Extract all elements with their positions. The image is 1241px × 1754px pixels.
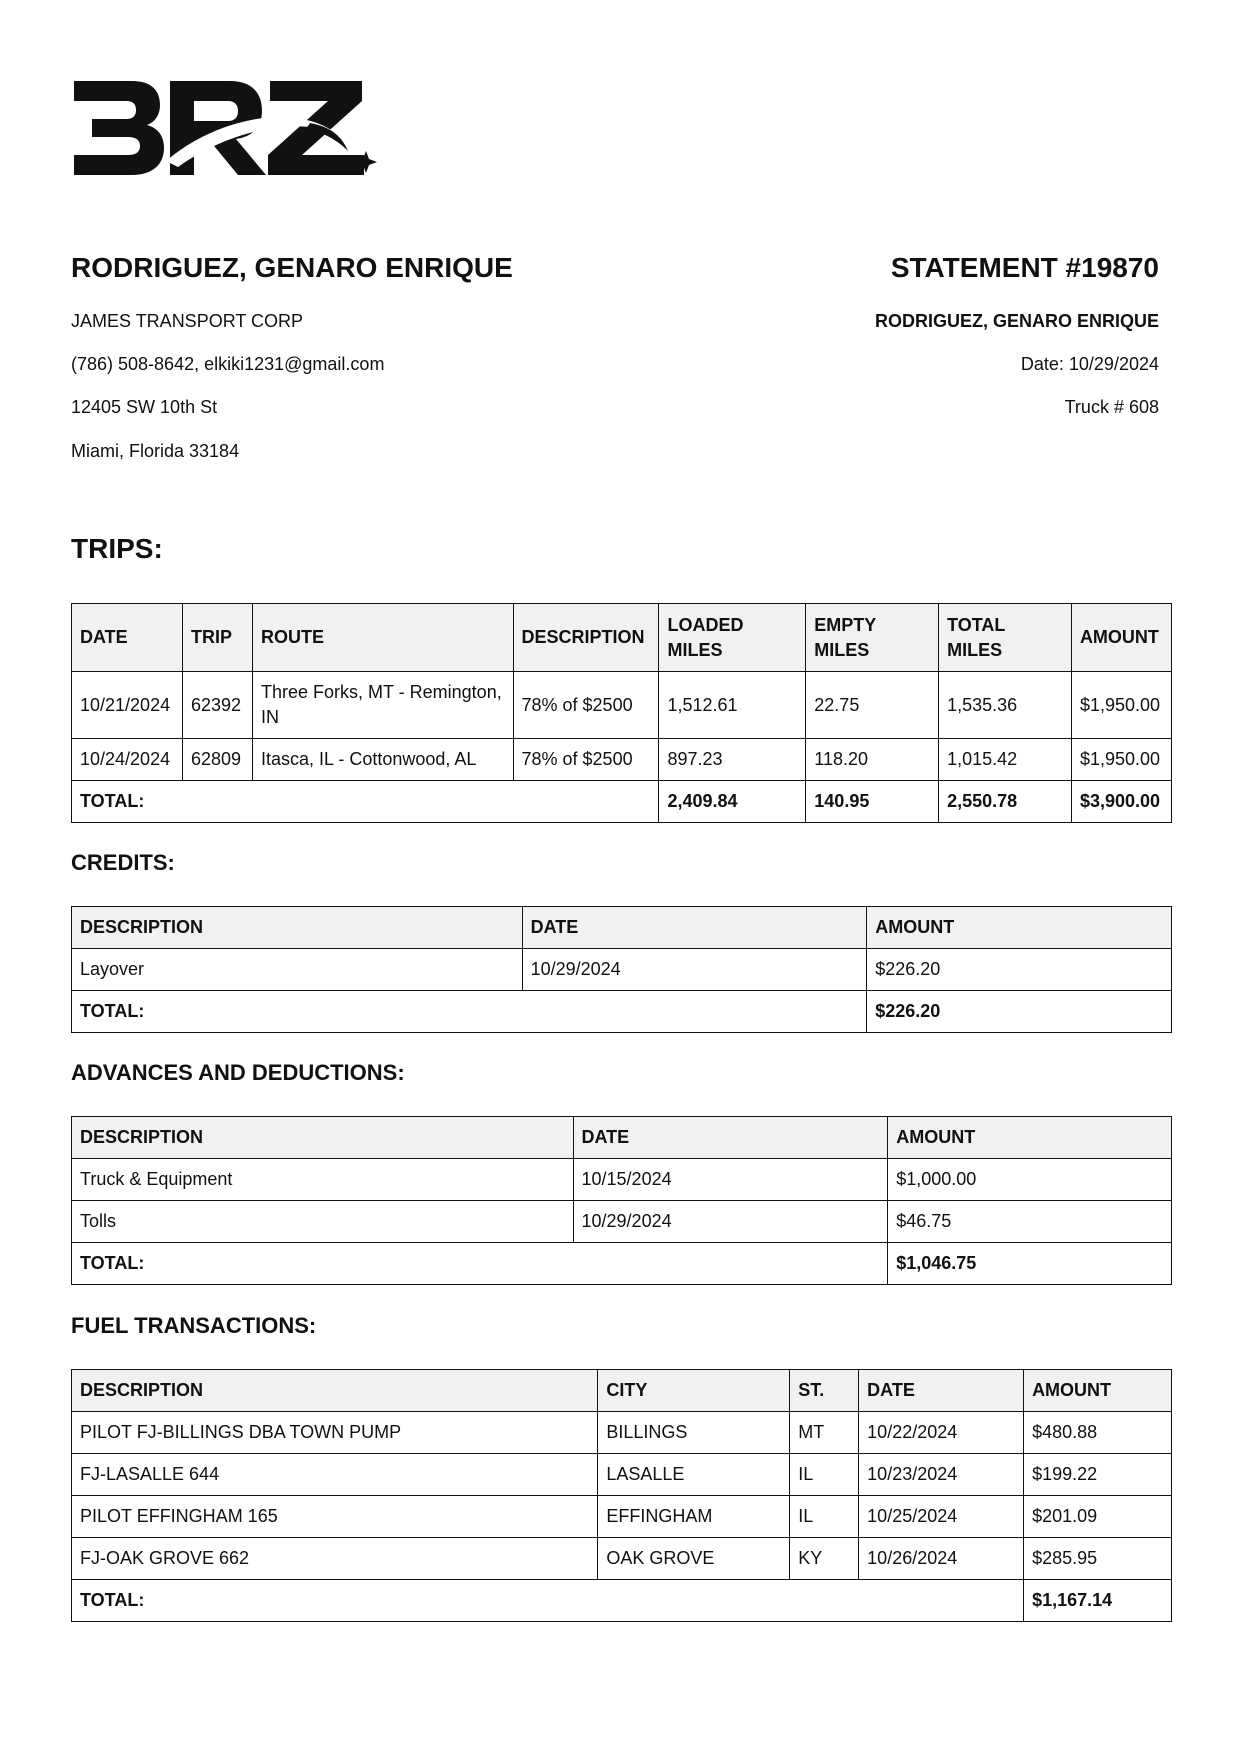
col-state: ST. bbox=[790, 1370, 859, 1412]
table-row bbox=[72, 1496, 1172, 1538]
table-row bbox=[72, 1538, 1172, 1580]
fuel-state: MT bbox=[790, 1412, 859, 1454]
col-date: DATE bbox=[859, 1370, 1024, 1412]
trip-total-miles: 1,015.42 bbox=[939, 739, 1072, 781]
total-label: TOTAL: bbox=[72, 781, 659, 823]
col-description: DESCRIPTION bbox=[513, 604, 659, 672]
table-row bbox=[72, 672, 1172, 739]
fuel-date: 10/25/2024 bbox=[859, 1496, 1024, 1538]
advances-table bbox=[71, 1116, 1172, 1285]
fuel-date: 10/23/2024 bbox=[859, 1454, 1024, 1496]
col-amount: AMOUNT bbox=[867, 907, 1172, 949]
col-loaded-miles: LOADED MILES bbox=[659, 604, 806, 672]
address-line-1: 12405 SW 10th St bbox=[71, 397, 218, 417]
total-amount: $1,046.75 bbox=[888, 1243, 1172, 1285]
col-total-miles: TOTAL MILES bbox=[939, 604, 1072, 672]
credit-amount: $226.20 bbox=[867, 949, 1172, 991]
fuel-amount: $199.22 bbox=[1024, 1454, 1172, 1496]
fuel-amount: $201.09 bbox=[1024, 1496, 1172, 1538]
table-row bbox=[72, 739, 1172, 781]
col-trip: TRIP bbox=[182, 604, 252, 672]
trip-date: 10/24/2024 bbox=[72, 739, 183, 781]
credits-total-row bbox=[72, 991, 1172, 1033]
trips-table bbox=[71, 603, 1172, 823]
col-date: DATE bbox=[522, 907, 867, 949]
fuel-description: FJ-LASALLE 644 bbox=[72, 1454, 598, 1496]
fuel-amount: $285.95 bbox=[1024, 1538, 1172, 1580]
fuel-state: IL bbox=[790, 1496, 859, 1538]
trip-amount: $1,950.00 bbox=[1071, 739, 1171, 781]
trips-heading: TRIPS: bbox=[71, 533, 163, 564]
total-miles: 2,550.78 bbox=[939, 781, 1072, 823]
total-amount: $1,167.14 bbox=[1024, 1580, 1172, 1622]
advance-amount: $46.75 bbox=[888, 1201, 1172, 1243]
advance-date: 10/15/2024 bbox=[573, 1159, 888, 1201]
credits-header-row bbox=[72, 907, 1172, 949]
fuel-date: 10/22/2024 bbox=[859, 1412, 1024, 1454]
trip-description: 78% of $2500 bbox=[513, 739, 659, 781]
advance-description: Truck & Equipment bbox=[72, 1159, 574, 1201]
trip-date: 10/21/2024 bbox=[72, 672, 183, 739]
brz-logo bbox=[70, 75, 390, 195]
col-description: DESCRIPTION bbox=[72, 907, 523, 949]
fuel-city: BILLINGS bbox=[598, 1412, 790, 1454]
col-route: ROUTE bbox=[252, 604, 513, 672]
credits-table bbox=[71, 906, 1172, 1033]
trip-total-miles: 1,535.36 bbox=[939, 672, 1072, 739]
trip-empty-miles: 118.20 bbox=[806, 739, 939, 781]
trips-header-row bbox=[72, 604, 1172, 672]
advance-description: Tolls bbox=[72, 1201, 574, 1243]
credit-description: Layover bbox=[72, 949, 523, 991]
fuel-city: EFFINGHAM bbox=[598, 1496, 790, 1538]
truck-number: Truck # 608 bbox=[1064, 397, 1159, 417]
driver-name-heading: RODRIGUEZ, GENARO ENRIQUE bbox=[71, 252, 513, 283]
credits-heading: CREDITS: bbox=[71, 850, 175, 875]
statement-title: STATEMENT #19870 bbox=[890, 252, 1159, 283]
fuel-description: FJ-OAK GROVE 662 bbox=[72, 1538, 598, 1580]
total-amount: $226.20 bbox=[867, 991, 1172, 1033]
advances-heading: ADVANCES AND DEDUCTIONS: bbox=[71, 1060, 405, 1085]
statement-driver-name: RODRIGUEZ, GENARO ENRIQUE bbox=[874, 311, 1159, 331]
table-row bbox=[72, 1454, 1172, 1496]
total-label: TOTAL: bbox=[72, 991, 867, 1033]
trip-number: 62809 bbox=[182, 739, 252, 781]
contact-info: (786) 508-8642, elkiki1231@gmail.com bbox=[71, 354, 385, 374]
advances-header-row bbox=[72, 1117, 1172, 1159]
trips-total-row bbox=[72, 781, 1172, 823]
fuel-heading: FUEL TRANSACTIONS: bbox=[71, 1313, 317, 1338]
total-label: TOTAL: bbox=[72, 1580, 1024, 1622]
advance-amount: $1,000.00 bbox=[888, 1159, 1172, 1201]
fuel-table bbox=[71, 1369, 1172, 1622]
col-city: CITY bbox=[598, 1370, 790, 1412]
fuel-total-row bbox=[72, 1580, 1172, 1622]
trip-amount: $1,950.00 bbox=[1071, 672, 1171, 739]
col-amount: AMOUNT bbox=[1071, 604, 1171, 672]
trip-loaded-miles: 897.23 bbox=[659, 739, 806, 781]
col-amount: AMOUNT bbox=[1024, 1370, 1172, 1412]
statement-date: Date: 10/29/2024 bbox=[1020, 354, 1159, 374]
company-name: JAMES TRANSPORT CORP bbox=[71, 311, 304, 331]
col-amount: AMOUNT bbox=[888, 1117, 1172, 1159]
col-empty-miles: EMPTY MILES bbox=[806, 604, 939, 672]
fuel-amount: $480.88 bbox=[1024, 1412, 1172, 1454]
table-row bbox=[72, 1412, 1172, 1454]
total-label: TOTAL: bbox=[72, 1243, 888, 1285]
fuel-city: OAK GROVE bbox=[598, 1538, 790, 1580]
col-date: DATE bbox=[573, 1117, 888, 1159]
address-line-2: Miami, Florida 33184 bbox=[71, 441, 240, 461]
total-loaded-miles: 2,409.84 bbox=[659, 781, 806, 823]
fuel-description: PILOT FJ-BILLINGS DBA TOWN PUMP bbox=[72, 1412, 598, 1454]
fuel-header-row bbox=[72, 1370, 1172, 1412]
trip-loaded-miles: 1,512.61 bbox=[659, 672, 806, 739]
table-row bbox=[72, 1201, 1172, 1243]
trip-description: 78% of $2500 bbox=[513, 672, 659, 739]
trip-empty-miles: 22.75 bbox=[806, 672, 939, 739]
trip-route: Three Forks, MT - Remington, IN bbox=[252, 672, 513, 739]
total-empty-miles: 140.95 bbox=[806, 781, 939, 823]
credit-date: 10/29/2024 bbox=[522, 949, 867, 991]
table-row bbox=[72, 1159, 1172, 1201]
trip-number: 62392 bbox=[182, 672, 252, 739]
table-row bbox=[72, 949, 1172, 991]
col-description: DESCRIPTION bbox=[72, 1370, 598, 1412]
total-amount: $3,900.00 bbox=[1071, 781, 1171, 823]
fuel-date: 10/26/2024 bbox=[859, 1538, 1024, 1580]
col-description: DESCRIPTION bbox=[72, 1117, 574, 1159]
fuel-state: IL bbox=[790, 1454, 859, 1496]
fuel-city: LASALLE bbox=[598, 1454, 790, 1496]
advances-total-row bbox=[72, 1243, 1172, 1285]
fuel-description: PILOT EFFINGHAM 165 bbox=[72, 1496, 598, 1538]
col-date: DATE bbox=[72, 604, 183, 672]
trip-route: Itasca, IL - Cottonwood, AL bbox=[252, 739, 513, 781]
fuel-state: KY bbox=[790, 1538, 859, 1580]
advance-date: 10/29/2024 bbox=[573, 1201, 888, 1243]
